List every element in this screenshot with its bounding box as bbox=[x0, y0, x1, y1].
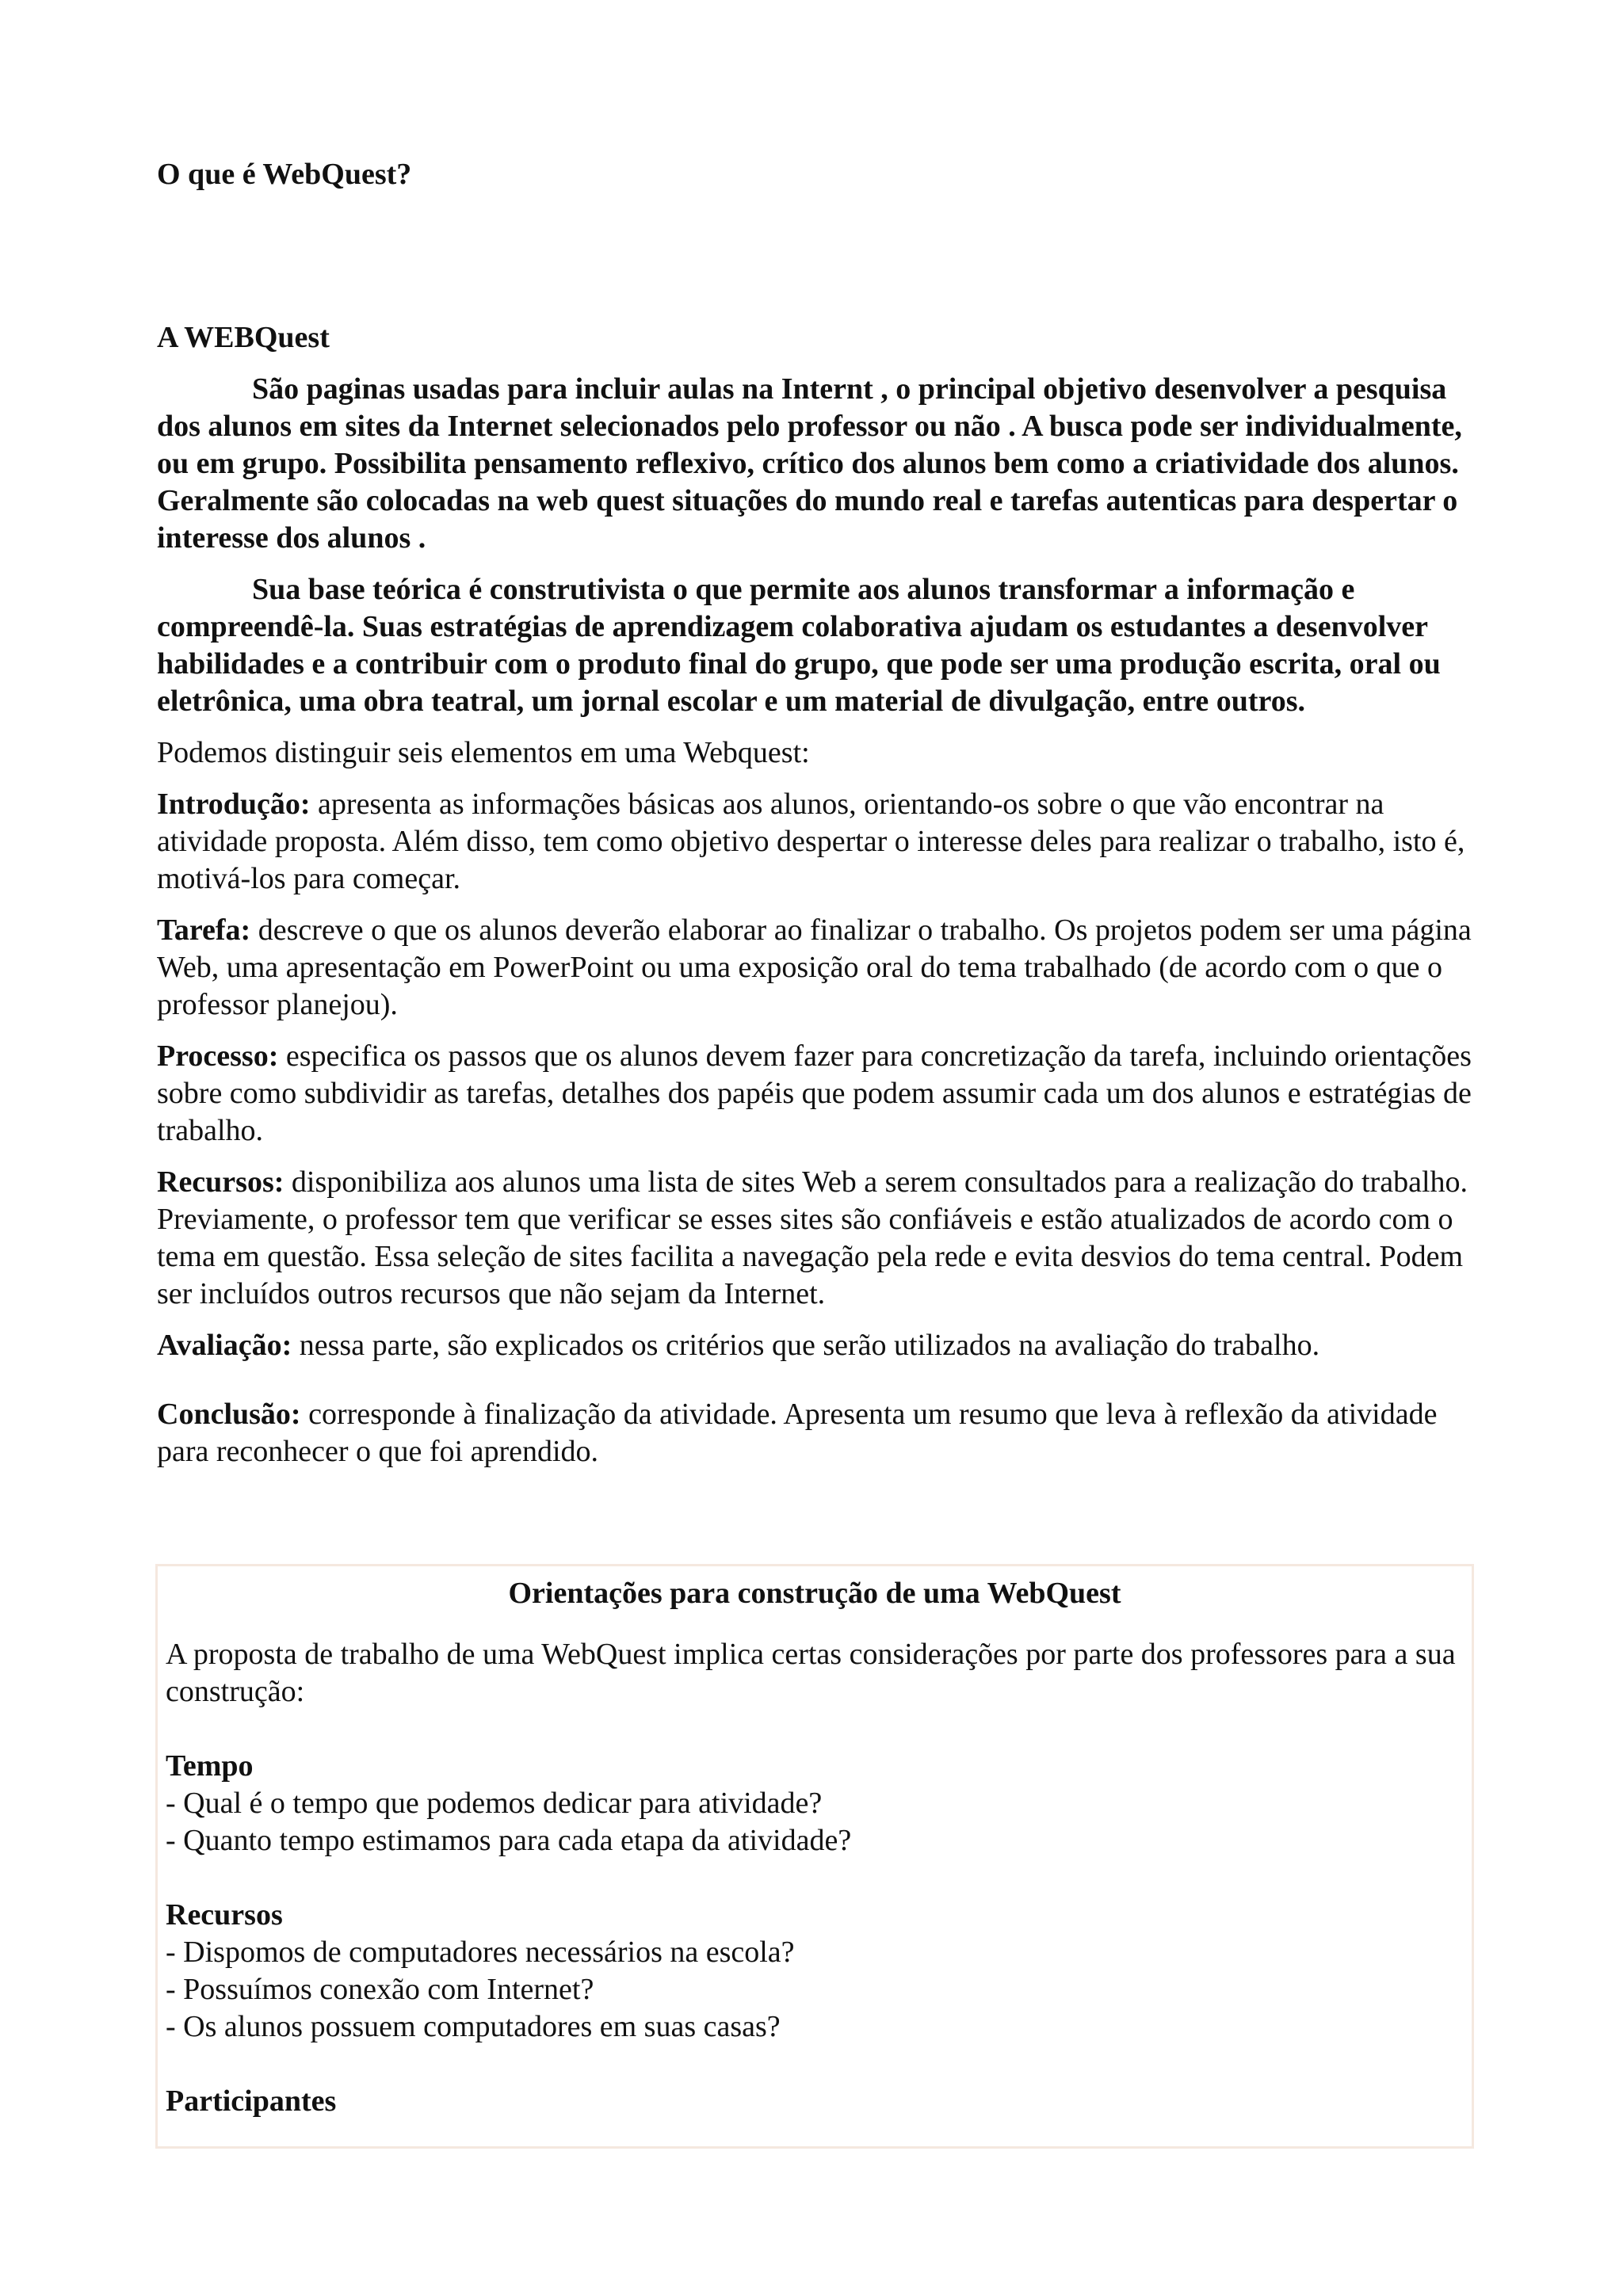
spacer bbox=[166, 2046, 1464, 2083]
element-term: Introdução: bbox=[157, 788, 311, 821]
element-term: Avaliação: bbox=[157, 1329, 292, 1362]
orientations-box bbox=[155, 1564, 1474, 2149]
recursos-item: - Os alunos possuem computadores em suas casas? bbox=[166, 2010, 781, 2043]
element-tarefa bbox=[157, 912, 1474, 1024]
element-introducao bbox=[157, 786, 1474, 898]
intro-paragraph-1: São paginas usadas para incluir aulas na Internt , o principal objetivo desenvolver a pesquisa dos alunos em sites da Internet selecionados pelo professor ou não . A busca pode ser individualmente, ou em grupo. Possibilita pensamento reflexivo, crítico dos alunos bem como a criatividade dos alunos. Geralmente são colocadas na web quest situações do mundo real e tarefas autenticas para despertar o interesse dos alunos . bbox=[157, 372, 1462, 555]
box-title: Orientações para construção de uma WebQuest bbox=[508, 1577, 1121, 1610]
recursos-heading: Recursos bbox=[166, 1898, 283, 1932]
element-term: Recursos: bbox=[157, 1165, 285, 1199]
intro-paragraph-2: Sua base teórica é construtivista o que permite aos alunos transformar a informação e compreendê-la. Suas estratégias de aprendizagem colaborativa ajudam os estudantes a desenvolver habilidades e a contribuir com o produto final do grupo, que pode ser uma produção escrita, oral ou eletrônica, uma obra teatral, um jornal escolar e um material de divulgação, entre outros. bbox=[157, 573, 1441, 718]
element-text: disponibiliza aos alunos uma lista de sites Web a serem consultados para a realização do trabalho. Previamente, o professor tem que verificar se esses sites são confiáveis e estão atualizados de acordo com o tema em questão. Essa seleção de sites facilita a navegação pela rede e evita desvios do tema central. Podem ser incluídos outros recursos que não sejam da Internet. bbox=[157, 1165, 1468, 1310]
element-term: Conclusão: bbox=[157, 1398, 301, 1431]
section-heading: A WEBQuest bbox=[157, 321, 330, 354]
element-conclusao bbox=[157, 1396, 1474, 1470]
tempo-item: - Quanto tempo estimamos para cada etapa da atividade? bbox=[166, 1824, 852, 1857]
element-text: nessa parte, são explicados os critérios que serão utilizados na avaliação do trabalho. bbox=[292, 1329, 1320, 1362]
page-title: O que é WebQuest? bbox=[157, 158, 412, 191]
tempo-heading: Tempo bbox=[166, 1749, 254, 1783]
element-text: descreve o que os alunos deverão elaborar ao finalizar o trabalho. Os projetos podem ser uma página Web, uma apresentação em PowerPoint ou uma exposição oral do tema trabalhado (de acordo com o que o professor planejou). bbox=[157, 913, 1472, 1021]
body-text bbox=[157, 371, 1474, 1485]
element-processo bbox=[157, 1038, 1474, 1150]
element-term: Tarefa: bbox=[157, 913, 251, 947]
spacer bbox=[166, 1859, 1464, 1897]
tempo-item: - Qual é o tempo que podemos dedicar para atividade? bbox=[166, 1787, 823, 1820]
element-avaliacao bbox=[157, 1327, 1474, 1364]
element-recursos bbox=[157, 1164, 1474, 1313]
element-term: Processo: bbox=[157, 1039, 279, 1073]
spacer bbox=[166, 1711, 1464, 1748]
recursos-item: - Possuímos conexão com Internet? bbox=[166, 1973, 594, 2006]
box-intro: A proposta de trabalho de uma WebQuest implica certas considerações por parte dos professores para a sua construção: bbox=[166, 1638, 1456, 1708]
participantes-heading: Participantes bbox=[166, 2084, 337, 2118]
element-text: especifica os passos que os alunos devem fazer para concretização da tarefa, incluindo orientações sobre como subdividir as tarefas, detalhes dos papéis que podem assumir cada um dos alunos e estratégias de trabalho. bbox=[157, 1039, 1472, 1147]
recursos-item: - Dispomos de computadores necessários na escola? bbox=[166, 1936, 795, 1969]
element-text: apresenta as informações básicas aos alunos, orientando-os sobre o que vão encontrar na atividade proposta. Além disso, tem como objetivo despertar o interesse deles para realizar o trabalho, isto é, motivá-los para começar. bbox=[157, 788, 1465, 895]
element-text: corresponde à finalização da atividade. Apresenta um resumo que leva à reflexão da atividade para reconhecer o que foi aprendido. bbox=[157, 1398, 1438, 1468]
elements-intro: Podemos distinguir seis elementos em uma Webquest: bbox=[157, 736, 810, 769]
